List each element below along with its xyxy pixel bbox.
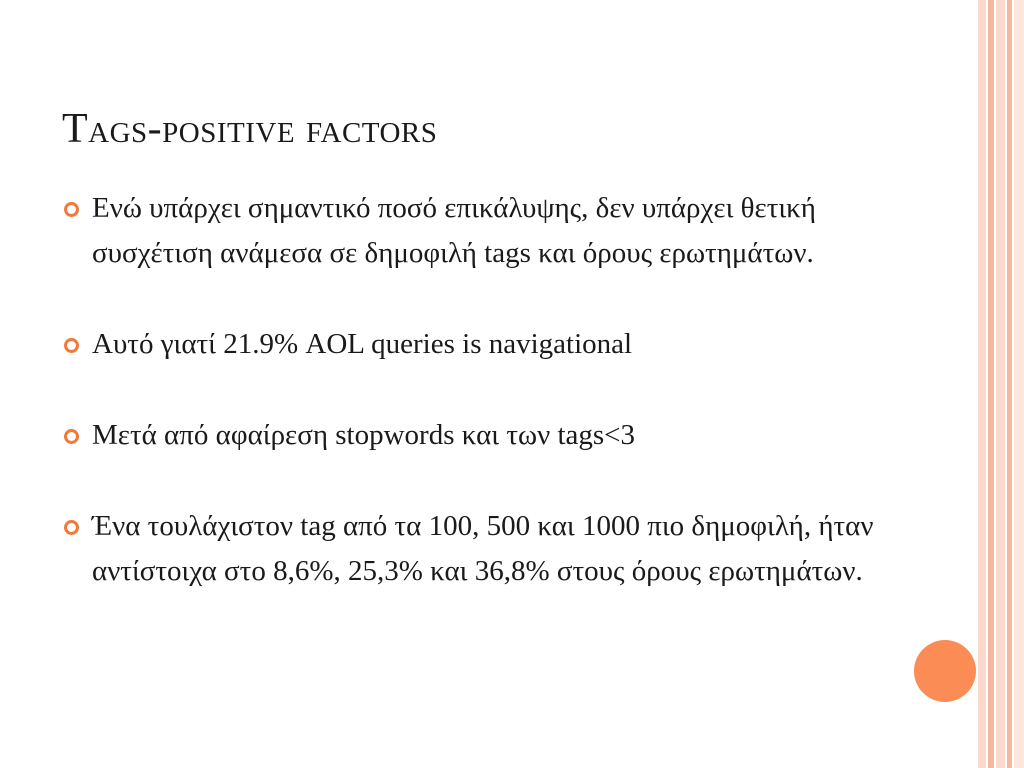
decorative-stripe xyxy=(978,0,986,768)
bullet-text: Ένα τουλάχιστον tag από τα 100, 500 και 1000 πιο δημοφιλή, ήταν αντίστοιχα στο 8,6%, 25,3% και 36,8% στους όρους ερωτημάτων. xyxy=(92,510,874,587)
bullet-item xyxy=(62,322,892,367)
bullet-text: Ενώ υπάρχει σημαντικό ποσό επικάλυψης, δεν υπάρχει θετική συσχέτιση ανάμεσα σε δημοφιλή tags και όρους ερωτημάτων. xyxy=(92,192,816,269)
bullet-circle-icon xyxy=(64,202,79,217)
slide-title: Tags-positive factors xyxy=(62,106,438,152)
decorative-stripe xyxy=(1007,0,1012,768)
bullet-list xyxy=(62,186,892,594)
decorative-stripe xyxy=(1014,0,1024,768)
bullet-circle-icon xyxy=(64,429,79,444)
bullet-circle-icon xyxy=(64,520,79,535)
bullet-circle-icon xyxy=(64,338,79,353)
bullet-item xyxy=(62,413,892,458)
decorative-stripe xyxy=(988,0,994,768)
bullet-item xyxy=(62,504,892,594)
bullet-item xyxy=(62,186,892,276)
bullet-text: Μετά από αφαίρεση stopwords και των tags<3 xyxy=(92,419,636,451)
decorative-stripe xyxy=(996,0,1005,768)
decorative-circle xyxy=(914,640,976,702)
bullet-text: Αυτό γιατί 21.9% AOL queries is navigational xyxy=(92,328,633,360)
